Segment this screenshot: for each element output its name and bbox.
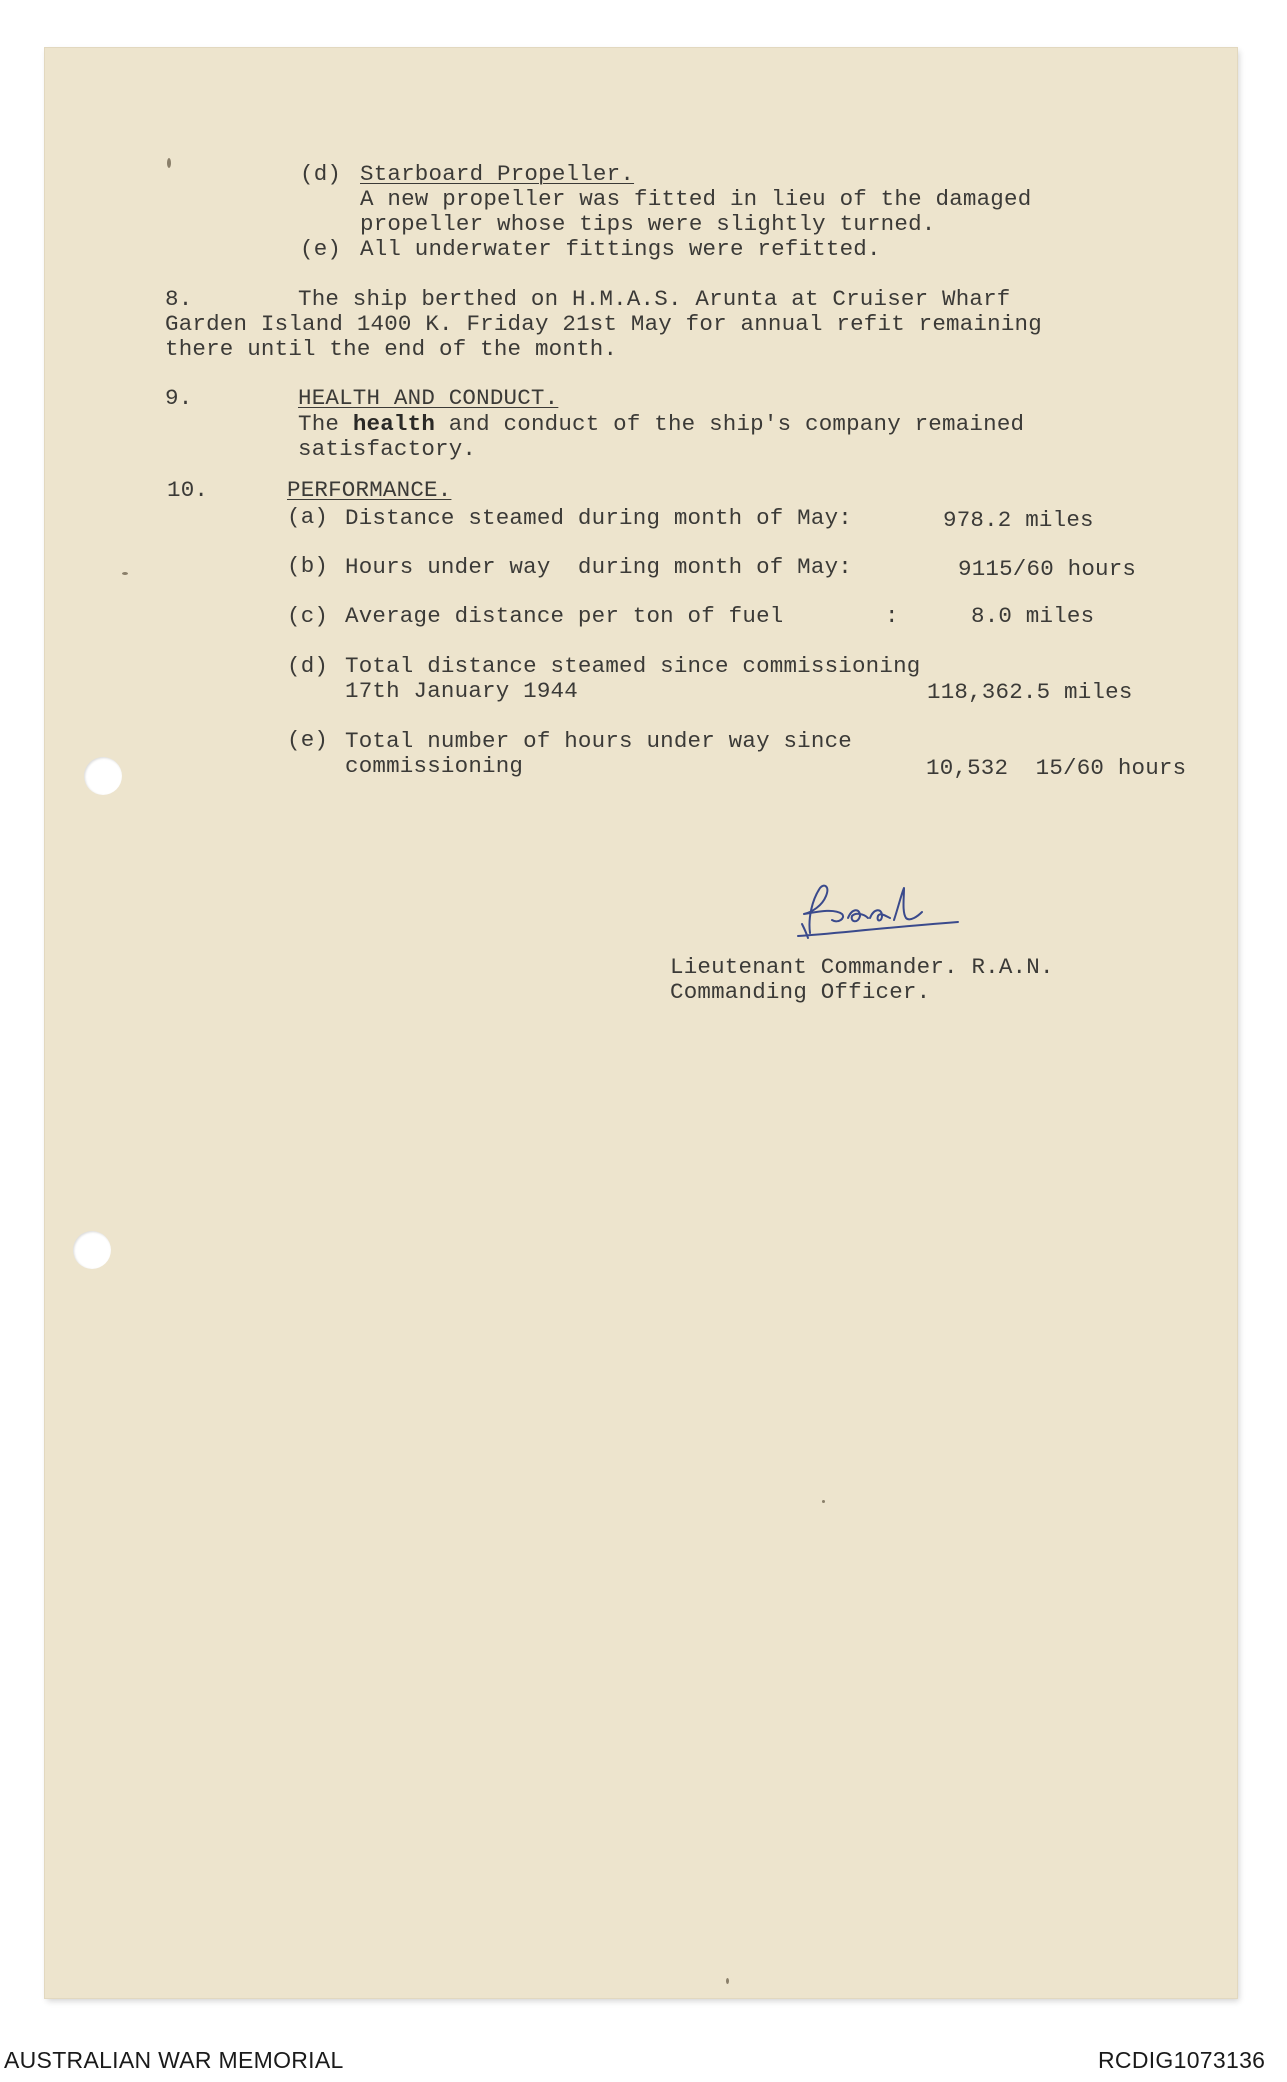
footer-source-label: AUSTRALIAN WAR MEMORIAL bbox=[4, 2047, 344, 2073]
footer-record-id: RCDIG1073136 bbox=[1098, 2047, 1266, 2073]
signature-title2: Commanding Officer. bbox=[670, 979, 931, 1005]
perf-c-label: (c) bbox=[287, 603, 329, 629]
punch-hole-top bbox=[84, 757, 122, 795]
paper-speck bbox=[122, 572, 128, 575]
para9-line1-post: and conduct of the ship's company remained bbox=[435, 411, 1025, 437]
item-d-line1: A new propeller was fitted in lieu of the damaged bbox=[360, 186, 1032, 212]
para9-number: 9. bbox=[165, 385, 193, 411]
para9-line1-bold: health bbox=[352, 411, 436, 437]
perf-a-text: Distance steamed during month of May: bbox=[345, 505, 852, 531]
para9-line1 bbox=[298, 412, 1024, 437]
paper-speck bbox=[822, 1500, 825, 1503]
paper-speck bbox=[726, 1978, 729, 1984]
para9-line1-pre: The bbox=[298, 411, 353, 437]
handwritten-signature bbox=[790, 878, 970, 948]
perf-b-label: (b) bbox=[287, 553, 329, 579]
perf-d-value: 118,362.5 miles bbox=[927, 679, 1133, 705]
paper-speck bbox=[167, 158, 171, 168]
perf-e-text1: Total number of hours under way since bbox=[345, 728, 852, 754]
perf-e-label: (e) bbox=[287, 727, 329, 753]
para10-heading: PERFORMANCE. bbox=[287, 477, 452, 503]
perf-c-colon: : bbox=[885, 603, 899, 629]
perf-e-value: 10,532 15/60 hours bbox=[926, 755, 1187, 781]
signature-title1: Lieutenant Commander. R.A.N. bbox=[670, 954, 1054, 980]
item-d-heading: Starboard Propeller. bbox=[360, 161, 635, 187]
para9-line2: satisfactory. bbox=[298, 436, 477, 462]
item-e-text: All underwater fittings were refitted. bbox=[360, 236, 881, 262]
perf-b-text: Hours under way during month of May: bbox=[345, 554, 852, 580]
para10-number: 10. bbox=[167, 477, 209, 503]
item-e-label: (e) bbox=[300, 236, 342, 262]
perf-c-value: 8.0 miles bbox=[971, 603, 1095, 629]
para9-heading: HEALTH AND CONDUCT. bbox=[298, 385, 559, 411]
perf-a-value: 978.2 miles bbox=[943, 507, 1094, 533]
para8-line1: The ship berthed on H.M.A.S. Arunta at Cruiser Wharf bbox=[298, 286, 1011, 312]
item-d-label: (d) bbox=[300, 161, 342, 187]
item-d-line2: propeller whose tips were slightly turned. bbox=[360, 211, 936, 237]
para8-line2: Garden Island 1400 K. Friday 21st May for annual refit remaining bbox=[165, 311, 1042, 337]
perf-d-label: (d) bbox=[287, 653, 329, 679]
perf-e-text2: commissioning bbox=[345, 753, 524, 779]
punch-hole-bottom bbox=[73, 1231, 111, 1269]
perf-d-text1: Total distance steamed since commissioning bbox=[345, 653, 921, 679]
perf-d-text2: 17th January 1944 bbox=[345, 678, 578, 704]
perf-a-label: (a) bbox=[287, 504, 329, 530]
para8-number: 8. bbox=[165, 286, 193, 312]
perf-c-text: Average distance per ton of fuel bbox=[345, 603, 784, 629]
para8-line3: there until the end of the month. bbox=[165, 336, 618, 362]
perf-b-value: 9115/60 hours bbox=[958, 556, 1137, 582]
